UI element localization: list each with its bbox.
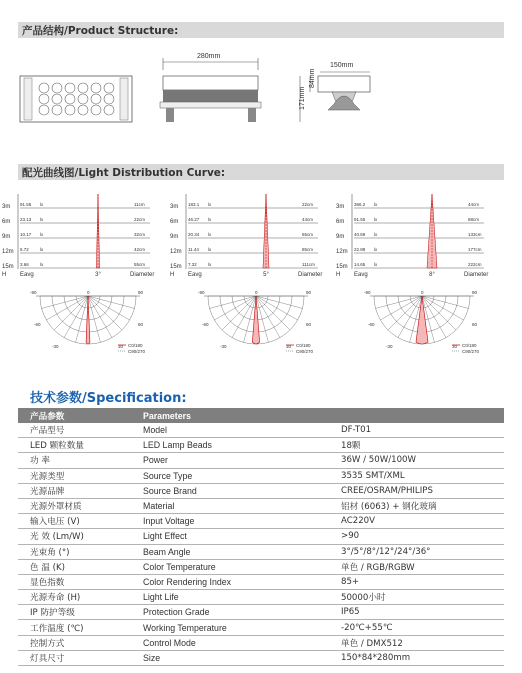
height-label: 15m [336, 264, 348, 270]
height-axis-label: H [336, 272, 341, 278]
illuminance-value: 7.32 [188, 262, 197, 267]
height-label: 12m [2, 249, 14, 255]
illuminance-value: 91.55 [20, 202, 32, 207]
diameter-value: 32cm [134, 232, 146, 237]
polar-angle-label: 0 [255, 290, 258, 295]
height-label: 9m [336, 234, 345, 240]
spec-label-en: Size [137, 650, 311, 665]
lux-unit: lx [374, 247, 378, 252]
light-distribution-curves [0, 184, 522, 369]
height-label: 6m [336, 219, 345, 225]
polar-angle-label: 90 [472, 290, 478, 295]
spec-row [18, 453, 504, 468]
spec-label-cn: 控制方式 [18, 635, 137, 650]
spec-table-header [18, 408, 504, 423]
structure-section-title: 产品结构/Product Structure: [22, 25, 179, 37]
polar-angle-label: 30 [452, 344, 458, 349]
spec-label-en: LED Lamp Beads [137, 438, 311, 453]
height-label: 12m [170, 249, 182, 255]
legend-c90: C90/270 [128, 349, 146, 354]
lux-unit: lx [208, 232, 212, 237]
polar-angle-label: -90 [364, 290, 371, 295]
illuminance-value: 5.72 [20, 247, 29, 252]
lux-unit: lx [208, 202, 212, 207]
spec-label-cn: IP 防护等级 [18, 605, 137, 620]
diameter-label: Diameter [298, 272, 323, 278]
spec-row [18, 574, 504, 589]
polar-plot [198, 290, 314, 354]
spec-label-cn: 光 效 (Lm/W) [18, 529, 137, 544]
diameter-value: 133cm [468, 232, 482, 237]
polar-angle-label: 30 [118, 344, 124, 349]
curve-panel [170, 194, 322, 354]
spec-label-en: Power [137, 453, 311, 468]
spec-row [18, 635, 504, 650]
side-view [160, 53, 261, 122]
spec-label-cn: 显色指数 [18, 574, 137, 589]
end-view [299, 62, 370, 122]
lux-unit: lx [40, 202, 44, 207]
height-axis-label: H [170, 272, 175, 278]
spec-row [18, 650, 504, 665]
diameter-value: 11cm [134, 202, 145, 207]
lux-unit: lx [208, 247, 212, 252]
polar-angle-label: 60 [472, 322, 478, 327]
spec-row [18, 438, 504, 453]
spec-label-en: Source Type [137, 468, 311, 483]
spec-row [18, 620, 504, 635]
spec-label-en: Material [137, 498, 311, 513]
polar-angle-label: -30 [386, 344, 393, 349]
spec-label-cn: 光源类型 [18, 468, 137, 483]
spec-label-cn: 功 率 [18, 453, 137, 468]
lux-unit: lx [208, 217, 212, 222]
spec-row [18, 483, 504, 498]
polar-angle-label: -90 [198, 290, 205, 295]
curve-panel [2, 194, 154, 354]
spec-label-en: Color Rendering Index [137, 574, 311, 589]
polar-angle-label: -30 [52, 344, 59, 349]
spec-value: 3°/5°/8°/12°/24°/36° [311, 544, 504, 559]
illuminance-value: 22.89 [354, 247, 366, 252]
spec-label-cn: 光束角 (°) [18, 544, 137, 559]
lux-unit: lx [40, 247, 44, 252]
spec-value: DF-T01 [311, 423, 504, 438]
spec-header-value [311, 408, 504, 423]
diameter-value: 55cm [134, 262, 146, 267]
height-label: 6m [170, 219, 179, 225]
diameter-value: 44cm [468, 202, 480, 207]
height-label: 9m [2, 234, 11, 240]
spec-label-cn: 光源品牌 [18, 483, 137, 498]
lux-unit: lx [374, 202, 378, 207]
polar-angle-label: 30 [286, 344, 292, 349]
spec-label-en: Light Effect [137, 529, 311, 544]
spec-row [18, 605, 504, 620]
illuminance-value: 14.65 [354, 262, 366, 267]
beam-angle-label: 8° [429, 272, 435, 278]
legend-c0: C0/180 [296, 343, 311, 348]
structure-section-bar [18, 22, 504, 38]
diameter-value: 177cm [468, 247, 482, 252]
spec-label-en: Control Mode [137, 635, 311, 650]
diameter-value: 111cm [302, 262, 315, 267]
spec-label-cn: LED 颗粒数量 [18, 438, 137, 453]
legend-c0: C0/180 [128, 343, 143, 348]
spec-value: 18颗 [311, 438, 504, 453]
spec-value: 50000小时 [311, 590, 504, 605]
polar-angle-label: -60 [368, 322, 375, 327]
height-label: 15m [2, 264, 14, 270]
polar-angle-label: 90 [306, 290, 312, 295]
spec-value: 铝材 (6063) + 钢化玻璃 [311, 498, 504, 513]
eavg-label: Eavg [188, 272, 202, 278]
product-structure-drawing [0, 40, 522, 160]
spec-label-en: Model [137, 423, 311, 438]
diameter-value: 88cm [468, 217, 480, 222]
illuminance-value: 20.34 [188, 232, 200, 237]
spec-label-en: Color Temperature [137, 559, 311, 574]
spec-label-cn: 色 温 (K) [18, 559, 137, 574]
curve-section-bar [18, 164, 504, 180]
legend-c0: C0/180 [462, 343, 477, 348]
curve-section-title: 配光曲线图/Light Distribution Curve: [22, 167, 226, 179]
spec-row [18, 544, 504, 559]
polar-angle-label: 0 [421, 290, 424, 295]
spec-label-cn: 工作温度 (℃) [18, 620, 137, 635]
spec-label-en: Light Life [137, 590, 311, 605]
spec-value: IP65 [311, 605, 504, 620]
height-label: 3m [336, 204, 345, 210]
height-dimension-171: 171mm [299, 86, 306, 110]
polar-angle-label: 0 [87, 290, 90, 295]
polar-angle-label: 60 [306, 322, 312, 327]
polar-plot [30, 290, 146, 354]
illuminance-value: 23.13 [20, 217, 32, 222]
polar-angle-label: -60 [202, 322, 209, 327]
spec-label-en: Working Temperature [137, 620, 311, 635]
spec-label-cn: 光源外罩材质 [18, 498, 137, 513]
illuminance-value: 3.66 [20, 262, 29, 267]
height-label: 6m [2, 219, 11, 225]
diameter-value: 85cm [302, 247, 314, 252]
width-dimension: 150mm [330, 62, 354, 69]
diameter-value: 222cm [468, 262, 482, 267]
illuminance-value: 11.44 [188, 247, 199, 252]
beam-angle-label: 5° [263, 272, 269, 278]
illuminance-value: 40.69 [354, 232, 366, 237]
spec-value: 36W / 50W/100W [311, 453, 504, 468]
height-label: 3m [2, 204, 11, 210]
spec-value: 单色 / RGB/RGBW [311, 559, 504, 574]
lux-unit: lx [374, 232, 378, 237]
spec-header-en: Parameters [137, 408, 311, 423]
height-label: 12m [336, 249, 348, 255]
height-label: 9m [170, 234, 179, 240]
spec-value: CREE/OSRAM/PHILIPS [311, 483, 504, 498]
spec-row [18, 559, 504, 574]
diameter-value: 22cm [302, 202, 314, 207]
diameter-value: 42cm [134, 247, 146, 252]
diameter-label: Diameter [464, 272, 489, 278]
beam-angle-label: 3° [95, 272, 101, 278]
height-label: 15m [170, 264, 182, 270]
spec-table [18, 408, 504, 666]
spec-row [18, 529, 504, 544]
spec-section-title: 技术参数/Specification: [30, 391, 187, 406]
lux-unit: lx [208, 262, 212, 267]
spec-header-cn: 产品参数 [18, 408, 137, 423]
spec-value: -20℃+55℃ [311, 620, 504, 635]
spec-row [18, 423, 504, 438]
spec-label-cn: 输入电压 (V) [18, 514, 137, 529]
spec-value: 单色 / DMX512 [311, 635, 504, 650]
spec-label-en: Protection Grade [137, 605, 311, 620]
illuminance-value: 46.27 [188, 217, 200, 222]
polar-angle-label: -60 [34, 322, 41, 327]
spec-value: >90 [311, 529, 504, 544]
illuminance-value: 183.1 [188, 202, 200, 207]
height-dimension-84: 84mm [309, 68, 316, 88]
spec-row [18, 590, 504, 605]
eavg-label: Eavg [20, 272, 34, 278]
height-label: 3m [170, 204, 179, 210]
front-view [20, 76, 132, 122]
spec-label-cn: 光源寿命 (H) [18, 590, 137, 605]
polar-angle-label: -30 [220, 344, 227, 349]
polar-plot [364, 290, 480, 354]
polar-angle-label: 60 [138, 322, 144, 327]
diameter-value: 44cm [302, 217, 314, 222]
spec-value: AC220V [311, 514, 504, 529]
curve-panel [336, 194, 488, 354]
spec-value: 3535 SMT/XML [311, 468, 504, 483]
height-axis-label: H [2, 272, 7, 278]
spec-row [18, 498, 504, 513]
illuminance-value: 91.55 [354, 217, 366, 222]
eavg-label: Eavg [354, 272, 368, 278]
lux-unit: lx [40, 232, 44, 237]
illuminance-value: 10.17 [20, 232, 32, 237]
spec-value: 85+ [311, 574, 504, 589]
legend-c90: C90/270 [296, 349, 314, 354]
diameter-value: 22cm [134, 217, 146, 222]
diameter-value: 65cm [302, 232, 314, 237]
diameter-label: Diameter [130, 272, 155, 278]
lux-unit: lx [374, 217, 378, 222]
spec-label-en: Beam Angle [137, 544, 311, 559]
polar-angle-label: 90 [138, 290, 144, 295]
spec-label-en: Source Brand [137, 483, 311, 498]
spec-label-cn: 灯具尺寸 [18, 650, 137, 665]
lux-unit: lx [374, 262, 378, 267]
length-dimension: 280mm [197, 53, 221, 60]
spec-label-cn: 产品型号 [18, 423, 137, 438]
lux-unit: lx [40, 262, 44, 267]
polar-angle-label: -90 [30, 290, 37, 295]
lux-unit: lx [40, 217, 44, 222]
legend-c90: C90/270 [462, 349, 480, 354]
spec-label-en: Input Voltage [137, 514, 311, 529]
spec-row [18, 514, 504, 529]
illuminance-value: 366.2 [354, 202, 366, 207]
spec-row [18, 468, 504, 483]
spec-value: 150*84*280mm [311, 650, 504, 665]
